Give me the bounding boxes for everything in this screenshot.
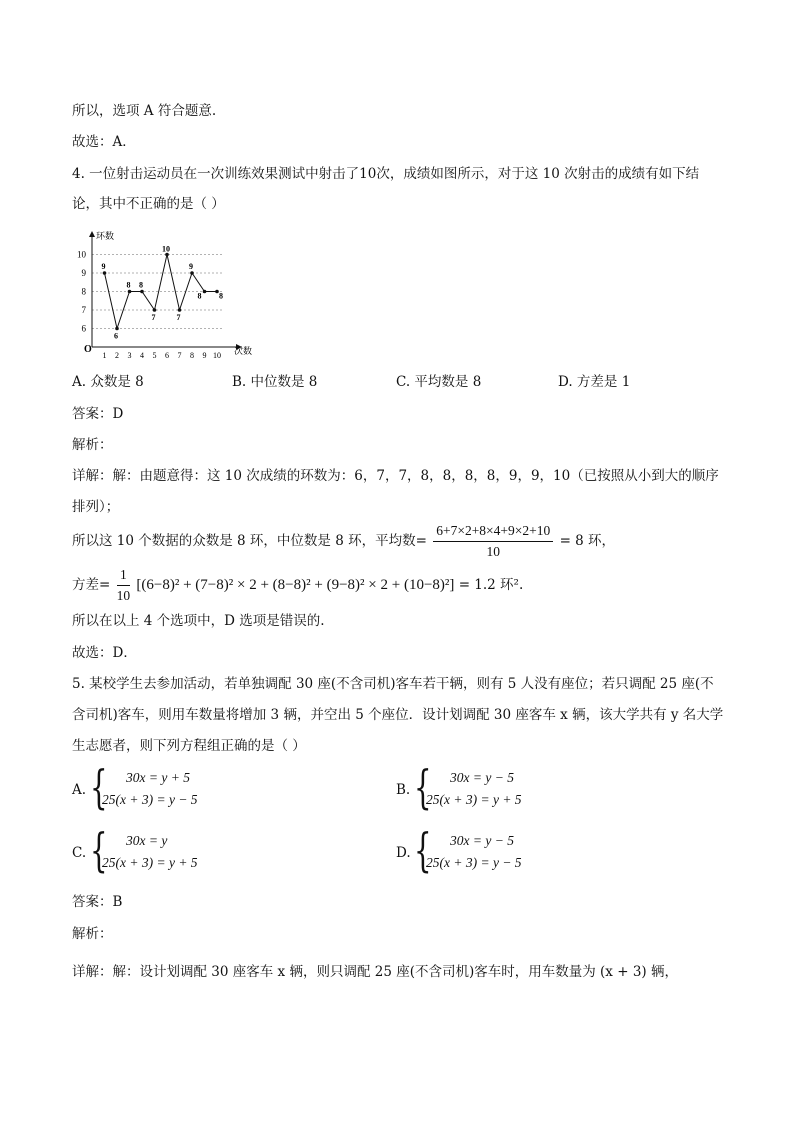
brace-icon: {: [414, 760, 432, 814]
q4-conclusion: 所以在以上 4 个选项中，D 选项是错误的.: [72, 613, 325, 629]
variance-denominator: 10: [116, 588, 131, 603]
q4-answer: 答案：D: [72, 406, 124, 422]
y-tick-label: 10: [77, 249, 86, 260]
brace-icon: {: [90, 823, 108, 877]
q4-option-a: A. 众数是 8: [72, 374, 144, 390]
prev-answer-line: 故选：A．: [72, 134, 136, 150]
mean-fraction: [433, 522, 553, 561]
q5-stem-line1: 5. 某校学生去参加活动，若单独调配 30 座(不含司机)客车若干辆，则有 5 人没有座位；若只调配 25 座(不: [72, 676, 714, 692]
x-tick-label: 9: [202, 351, 207, 360]
y-tick-label: 8: [81, 286, 86, 297]
x-tick-label: 3: [127, 351, 132, 360]
q4-option-d: D. 方差是 1: [558, 374, 631, 390]
y-tick-label: 9: [81, 268, 86, 278]
q4-final: 故选：D．: [72, 645, 137, 661]
x-tick-label: 8: [190, 351, 194, 360]
option-label: D.: [396, 845, 411, 861]
q5-detail: 详解：解：设计划调配 30 座客车 x 辆，则只调配 25 座(不含司机)客车时，用车数量为 (x + 3) 辆，: [72, 964, 678, 980]
q4-detail-line2: 排列）；: [72, 499, 120, 515]
equation-2: 25(x + 3) = y + 5: [102, 855, 198, 870]
variance-fraction: [117, 566, 131, 605]
q4-mean-line: [72, 522, 615, 561]
q4-analysis-label: 解析：: [72, 437, 113, 453]
q4-variance-line: [72, 566, 523, 605]
data-point: [153, 308, 157, 312]
chart-grid: [92, 255, 222, 329]
mean-denominator: 10: [486, 544, 500, 559]
data-point: [190, 271, 194, 275]
equation-2: 25(x + 3) = y + 5: [426, 792, 522, 807]
equation-2: 25(x + 3) = y − 5: [426, 855, 522, 870]
option-label: C.: [72, 845, 87, 861]
mean-numerator: 6+7×2+8×4+9×2+10: [433, 522, 553, 542]
q5-answer: 答案：B: [72, 894, 123, 910]
equation-1: 30x = y + 5: [126, 770, 190, 785]
data-label: 8: [126, 280, 131, 290]
equation-2: 25(x + 3) = y − 5: [102, 792, 198, 807]
mean-prefix: 所以这 10 个数据的众数是 8 环，中位数是 8 环，平均数=: [72, 533, 427, 549]
x-tick-label: 4: [140, 351, 144, 360]
option-label: A.: [72, 782, 87, 798]
x-tick-label: 6: [165, 351, 169, 360]
variance-numerator: 1: [117, 566, 131, 586]
brace-icon: {: [90, 760, 108, 814]
variance-prefix: 方差=: [72, 577, 111, 593]
data-label: 9: [189, 262, 193, 271]
brace-icon: {: [414, 823, 432, 877]
mean-suffix: = 8 环，: [559, 533, 616, 549]
data-label: 7: [151, 313, 156, 322]
q4-option-b: B. 中位数是 8: [232, 374, 318, 390]
q4-stem-line1: 4. 一位射击运动员在一次训练效果测试中射击了10次，成绩如图所示，对于这 10 次射击的成绩有如下结: [72, 166, 700, 182]
variance-expression: [(6−8)² + (7−8)² × 2 + (8−8)² + (9−8)² × 2 + (10−8)²]: [136, 577, 455, 593]
x-ticks: [103, 351, 222, 360]
x-tick-label: 7: [177, 351, 182, 360]
data-label: 9: [101, 262, 106, 271]
equation-1: 30x = y: [126, 833, 168, 848]
equation-1: 30x = y − 5: [450, 833, 514, 848]
y-ticks: [77, 250, 87, 334]
data-point: [103, 271, 107, 275]
data-point: [115, 327, 119, 331]
x-tick-label: 5: [152, 351, 157, 360]
q4-stem-line2: 论，其中不正确的是（ ）: [72, 196, 225, 212]
data-point: [128, 290, 132, 294]
q4-option-c: C. 平均数是 8: [396, 374, 482, 390]
y-axis-label: 环数: [96, 232, 115, 242]
data-point: [178, 308, 182, 312]
q5-analysis-label: 解析：: [72, 926, 113, 942]
option-label: B.: [396, 782, 411, 798]
y-tick-label: 7: [81, 305, 86, 315]
data-label: 6: [114, 331, 118, 341]
variance-suffix: = 1.2 环².: [458, 577, 524, 593]
data-label: 8: [197, 291, 202, 301]
q5-stem-line2: 含司机)客车，则用车数量将增加 3 辆，并空出 5 个座位．设计划调配 30 座客车 x 辆，该大学共有 y 名大学: [72, 707, 724, 723]
equation-1: 30x = y − 5: [450, 770, 514, 785]
x-tick-label: 2: [115, 351, 119, 360]
data-point: [140, 290, 144, 294]
data-label: 8: [219, 291, 223, 301]
y-tick-label: 6: [81, 323, 86, 334]
data-label: 7: [176, 313, 181, 322]
q4-line-chart: [72, 222, 272, 362]
q5-stem-line3: 生志愿者，则下列方程组正确的是（ ）: [72, 738, 306, 754]
origin-label: O: [84, 344, 92, 355]
data-label: 8: [139, 280, 143, 290]
q4-detail-line1: 详解：解：由题意得：这 10 次成绩的环数为：6，7，7，8，8，8，8，9，9，10（已按照从小到大的顺序: [72, 468, 719, 484]
data-label: 10: [162, 244, 170, 254]
x-axis-label: 次数: [234, 347, 253, 357]
x-tick-label: 1: [102, 351, 107, 360]
prev-conclusion: 所以，选项 A 符合题意.: [72, 103, 217, 119]
data-point: [203, 290, 207, 294]
x-tick-label: 10: [213, 351, 221, 360]
